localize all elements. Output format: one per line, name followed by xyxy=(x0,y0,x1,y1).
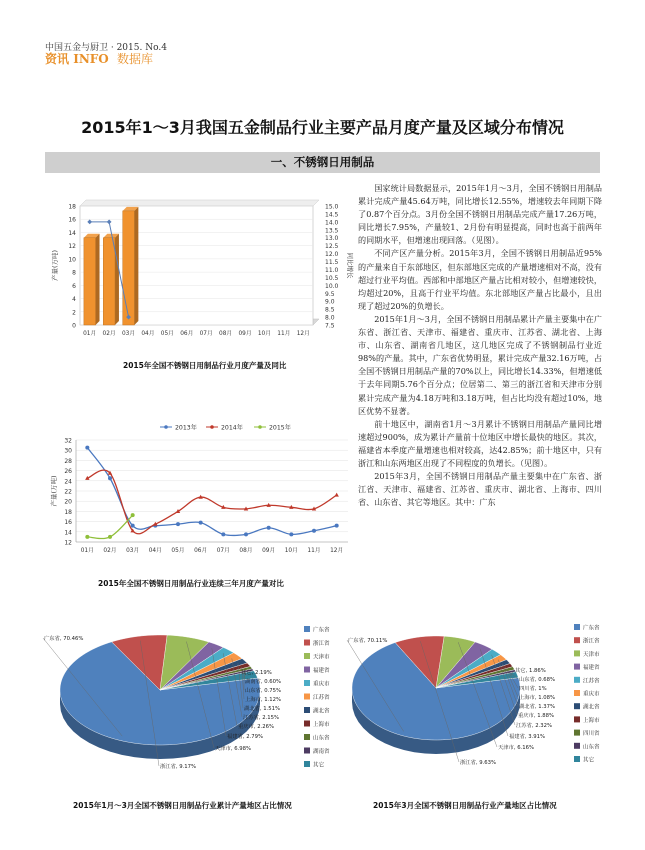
series-line xyxy=(87,448,336,536)
bar xyxy=(123,211,135,325)
legend-label: 2013年 xyxy=(175,424,197,432)
series-point xyxy=(221,532,225,536)
legend-swatch xyxy=(574,716,580,722)
legend-label: 江苏省 xyxy=(313,695,330,701)
paragraph: 2015年3月，全国不锈钢日用制品产量主要集中在广东省、浙江省、天津市、福建省、江苏省、重庆市、湖北省、上海市、四川省、山东省、其它等地区。其中：广东 xyxy=(358,471,602,508)
legend-marker xyxy=(258,425,262,429)
y2-tick-label: 11.5 xyxy=(325,259,339,267)
legend-swatch xyxy=(574,637,580,643)
y2-tick-label: 13.0 xyxy=(325,235,339,243)
y2-tick-label: 14.0 xyxy=(325,219,339,227)
x-tick-label: 07月 xyxy=(199,331,213,337)
legend-label: 浙江省 xyxy=(583,638,600,645)
x-tick-label: 04月 xyxy=(148,548,162,554)
x-tick-label: 05月 xyxy=(160,331,174,337)
legend-swatch xyxy=(304,748,310,754)
pie-data-label: 山东省, 0.75% xyxy=(245,688,282,694)
pie-data-label: 重庆市, 1.88% xyxy=(518,713,555,719)
three-year-line-chart xyxy=(48,420,353,570)
x-tick-label: 10月 xyxy=(257,331,272,337)
y-tick-label: 18 xyxy=(68,203,76,211)
march-region-pie-chart xyxy=(348,618,606,796)
chart2-caption: 2015年全国不锈钢日用制品行业连续三年月度产量对比 xyxy=(98,579,284,588)
legend-label: 天津市 xyxy=(583,651,600,658)
y-tick-label: 16 xyxy=(64,519,72,527)
legend-label: 广东省 xyxy=(313,627,330,634)
legend-swatch xyxy=(304,721,310,727)
legend-swatch xyxy=(304,667,310,673)
legend-label: 浙江省 xyxy=(313,641,330,647)
legend-swatch xyxy=(574,650,580,656)
legend-swatch xyxy=(304,680,310,686)
y-tick-label: 16 xyxy=(68,216,76,224)
x-tick-label: 04月 xyxy=(141,331,155,337)
bar-side xyxy=(115,234,119,325)
y-tick-label: 18 xyxy=(64,508,72,516)
pie-data-label: 浙江省, 9.63% xyxy=(460,760,497,766)
paragraph: 前十地区中，湖南省1月～3月累计不锈钢日用制品产量同比增速超过900%，成为累计产量前十位地区中增长最快的地区。其次，福建省本季度产量增速也相对较高，达42.85%；前十地区中，只有浙江和山东两地区出现了不同程度的负增长。（见图）。 xyxy=(358,418,602,468)
pie-data-label: 浙江省, 9.17% xyxy=(160,764,197,770)
y-tick-label: 6 xyxy=(72,282,76,290)
legend-label: 其它 xyxy=(313,762,325,769)
section-label-sub: 数据库 xyxy=(116,52,153,66)
series-point xyxy=(199,521,203,525)
y-tick-label: 32 xyxy=(64,437,72,445)
legend-label: 福建省 xyxy=(313,668,330,674)
y2-axis-title: 同比增长 xyxy=(346,252,354,279)
x-tick-label: 09月 xyxy=(262,548,276,554)
x-tick-label: 06月 xyxy=(180,331,194,337)
y-tick-label: 28 xyxy=(64,457,72,465)
section-label-cn: 资讯 xyxy=(45,52,70,66)
pie-data-label: 广东省, 70.46% xyxy=(44,636,84,642)
pie-data-label: 山东省, 0.68% xyxy=(519,677,556,683)
legend-label: 天津市 xyxy=(313,654,330,661)
legend-label: 福建省 xyxy=(583,665,600,672)
legend-marker xyxy=(210,425,214,429)
series-point xyxy=(108,476,112,480)
legend-swatch xyxy=(574,664,580,670)
x-tick-label: 03月 xyxy=(121,331,136,337)
x-tick-label: 08月 xyxy=(219,331,233,337)
legend-label: 湖北省 xyxy=(313,708,330,715)
series-point xyxy=(131,524,135,528)
legend-swatch xyxy=(304,653,310,659)
pie-data-label: 江苏省, 2.15% xyxy=(243,715,280,721)
series-point xyxy=(131,513,135,517)
legend-swatch xyxy=(304,640,310,646)
pie-data-label: 江苏省, 2.32% xyxy=(516,723,553,729)
x-tick-label: 01月 xyxy=(80,548,94,554)
legend-marker xyxy=(164,425,168,429)
series-point xyxy=(85,535,89,539)
pie-data-label: 上海市, 1.08% xyxy=(519,695,556,701)
x-tick-label: 02月 xyxy=(103,548,117,554)
paragraph: 2015年1月～3月，全国不锈钢日用制品累计产量主要集中在广东省、浙江省、天津市、福建省、重庆市、江苏省、湖北省、上海市、山东省、湖南省几地区，这几地区完成了不锈钢制品行业近98%的产量。其中，广东省优势明显，累计完成产量32.16万吨，占全国不锈钢日用制品产量的70%以上，同比增长14.33%，但增速低于去年同期5.76个百分点；位居第二、第三的浙江省和天津市分别累计完成产量为4.18万吨和3.18万吨，但占比均没有超过10%，地区优势不显著。 xyxy=(358,313,602,416)
pie-data-label: 福建省, 2.79% xyxy=(227,734,264,740)
y2-tick-label: 11.0 xyxy=(325,266,339,274)
legend-label: 湖南省 xyxy=(313,749,330,755)
y-tick-label: 26 xyxy=(64,468,72,476)
page-title: 2015年1～3月我国五金制品行业主要产品月度产量及区域分布情况 xyxy=(81,118,564,137)
series-point xyxy=(335,524,339,528)
x-tick-label: 07月 xyxy=(216,548,230,554)
y-tick-label: 12 xyxy=(68,243,76,251)
y2-tick-label: 8.5 xyxy=(325,306,335,314)
pie-data-label: 福建省, 3.91% xyxy=(509,734,546,740)
pie-data-label: 四川省, 1% xyxy=(519,686,547,692)
pie-data-label: 其它, 2.19% xyxy=(241,670,272,676)
y-tick-label: 22 xyxy=(64,488,72,496)
paragraph: 不同产区产量分析。2015年3月，全国不锈钢日用制品近95%的产量来自于东部地区，但东部地区完成的产量增速相对不高，没有超过行业平均值。西部和中部地区产量占比相对较小，但增速较快，均超过20%，且高于行业平均值。东北部地区产量占比最小，且出现了超过20%的负增长。 xyxy=(358,248,602,311)
x-tick-label: 02月 xyxy=(102,331,116,337)
monthly-output-bar-chart xyxy=(48,192,353,347)
x-tick-label: 12月 xyxy=(330,548,344,554)
legend-label: 其它 xyxy=(583,757,595,764)
pie-data-label: 广东省, 70.11% xyxy=(348,638,388,644)
legend-label: 上海市 xyxy=(313,722,330,728)
x-tick-label: 11月 xyxy=(307,548,321,554)
section-heading: 一、不锈钢日用制品 xyxy=(45,152,600,173)
x-tick-label: 09月 xyxy=(238,331,252,337)
bar xyxy=(103,238,115,325)
legend-label: 2014年 xyxy=(221,424,243,432)
chart1-caption: 2015年全国不锈钢日用制品行业月度产量及同比 xyxy=(123,361,287,370)
legend-swatch xyxy=(574,703,580,709)
series-point xyxy=(267,526,271,530)
pie-data-label: 天津市, 6.16% xyxy=(498,745,535,751)
y-tick-label: 14 xyxy=(68,229,76,237)
body-text xyxy=(358,182,602,509)
legend-swatch xyxy=(304,694,310,700)
y2-tick-label: 15.0 xyxy=(325,203,339,211)
y-tick-label: 20 xyxy=(64,498,72,506)
legend-label: 湖北省 xyxy=(583,704,600,711)
legend-swatch xyxy=(574,743,580,749)
legend-swatch xyxy=(574,730,580,736)
journal-header: 中国五金与厨卫 · 2015. No.4 xyxy=(45,43,167,53)
section-label-en: INFO xyxy=(73,52,109,66)
legend-swatch xyxy=(574,690,580,696)
y2-tick-label: 10.5 xyxy=(325,274,339,282)
y2-tick-label: 8.0 xyxy=(325,314,335,322)
x-tick-label: 05月 xyxy=(171,548,185,554)
pie-data-label: 湖北省, 1.51% xyxy=(244,706,281,712)
x-tick-label: 01月 xyxy=(83,331,97,337)
pie-data-label: 天津市, 6.98% xyxy=(215,746,252,752)
pie-data-label: 重庆市, 2.26% xyxy=(238,724,275,730)
pie-data-label: 上海市, 1.12% xyxy=(245,697,282,703)
y2-tick-label: 13.5 xyxy=(325,227,339,235)
x-tick-label: 12月 xyxy=(296,331,310,337)
bar-side xyxy=(96,234,100,325)
series-point xyxy=(108,535,112,539)
legend-label: 江苏省 xyxy=(583,678,600,685)
y-tick-label: 10 xyxy=(68,256,76,264)
section-label xyxy=(45,50,153,67)
series-point xyxy=(334,493,338,497)
x-tick-label: 06月 xyxy=(194,548,208,554)
y-tick-label: 2 xyxy=(72,309,76,317)
y2-tick-label: 9.0 xyxy=(325,298,335,306)
series-point xyxy=(244,532,248,536)
legend-swatch xyxy=(304,707,310,713)
y2-tick-label: 14.5 xyxy=(325,211,339,219)
bar xyxy=(84,238,96,325)
y-tick-label: 0 xyxy=(72,322,76,330)
series-point xyxy=(176,522,180,526)
x-tick-label: 03月 xyxy=(126,548,140,554)
x-tick-label: 10月 xyxy=(284,548,298,554)
legend-label: 山东省 xyxy=(583,744,600,751)
x-tick-label: 11月 xyxy=(277,331,291,337)
legend-swatch xyxy=(304,734,310,740)
pie-data-label: 湖南省, 0.60% xyxy=(245,679,282,685)
series-point xyxy=(312,529,316,533)
y-tick-label: 14 xyxy=(64,529,72,537)
y-tick-label: 4 xyxy=(72,296,76,304)
pie-data-label: 其它, 1.86% xyxy=(515,668,546,674)
legend-label: 四川省 xyxy=(583,731,600,738)
chart3-caption: 2015年1月～3月全国不锈钢日用制品行业累计产量地区占比情况 xyxy=(73,801,292,810)
y2-tick-label: 10.0 xyxy=(325,282,339,290)
legend-label: 上海市 xyxy=(583,717,600,724)
legend-label: 山东省 xyxy=(313,735,330,742)
legend-swatch xyxy=(304,761,310,767)
y-tick-label: 8 xyxy=(72,269,76,277)
pie-data-label: 湖北省, 1.37% xyxy=(519,704,556,710)
y2-tick-label: 7.5 xyxy=(325,322,335,330)
cumulative-region-pie-chart xyxy=(42,618,342,796)
series-point xyxy=(85,446,89,450)
y-axis-title: 产量(万吨) xyxy=(50,475,58,507)
legend-swatch xyxy=(574,624,580,630)
y-tick-label: 24 xyxy=(64,478,72,486)
chart4-caption: 2015年3月全国不锈钢日用制品行业产量地区占比情况 xyxy=(373,801,557,810)
y2-tick-label: 12.5 xyxy=(325,243,339,251)
y2-tick-label: 12.0 xyxy=(325,251,339,259)
y-axis-title: 产量(万吨) xyxy=(51,249,59,282)
legend-label: 2015年 xyxy=(269,424,291,432)
y-tick-label: 12 xyxy=(64,539,72,547)
y-tick-label: 30 xyxy=(64,447,72,455)
legend-label: 重庆市 xyxy=(583,691,600,698)
paragraph: 国家统计局数据显示，2015年1月～3月，全国不锈钢日用制品累计完成产量45.64万吨，同比增长12.55%，增速较去年同期下降了0.87个百分点。3月份全国不锈钢日用制品完成产量17.26万吨，同比增长7.95%，产量较1、2月份有明显提高，同时也高于前两年的同期水平，但增速出现回落。（见图）。 xyxy=(358,183,602,246)
plot-top-face xyxy=(80,200,319,206)
legend-swatch xyxy=(574,756,580,762)
legend-swatch xyxy=(574,677,580,683)
series-point xyxy=(289,532,293,536)
legend-swatch xyxy=(304,626,310,632)
legend-label: 重庆市 xyxy=(313,681,330,688)
bar-side xyxy=(134,207,138,325)
x-tick-label: 08月 xyxy=(239,548,253,554)
y2-tick-label: 9.5 xyxy=(325,290,335,298)
legend-label: 广东省 xyxy=(583,625,600,632)
